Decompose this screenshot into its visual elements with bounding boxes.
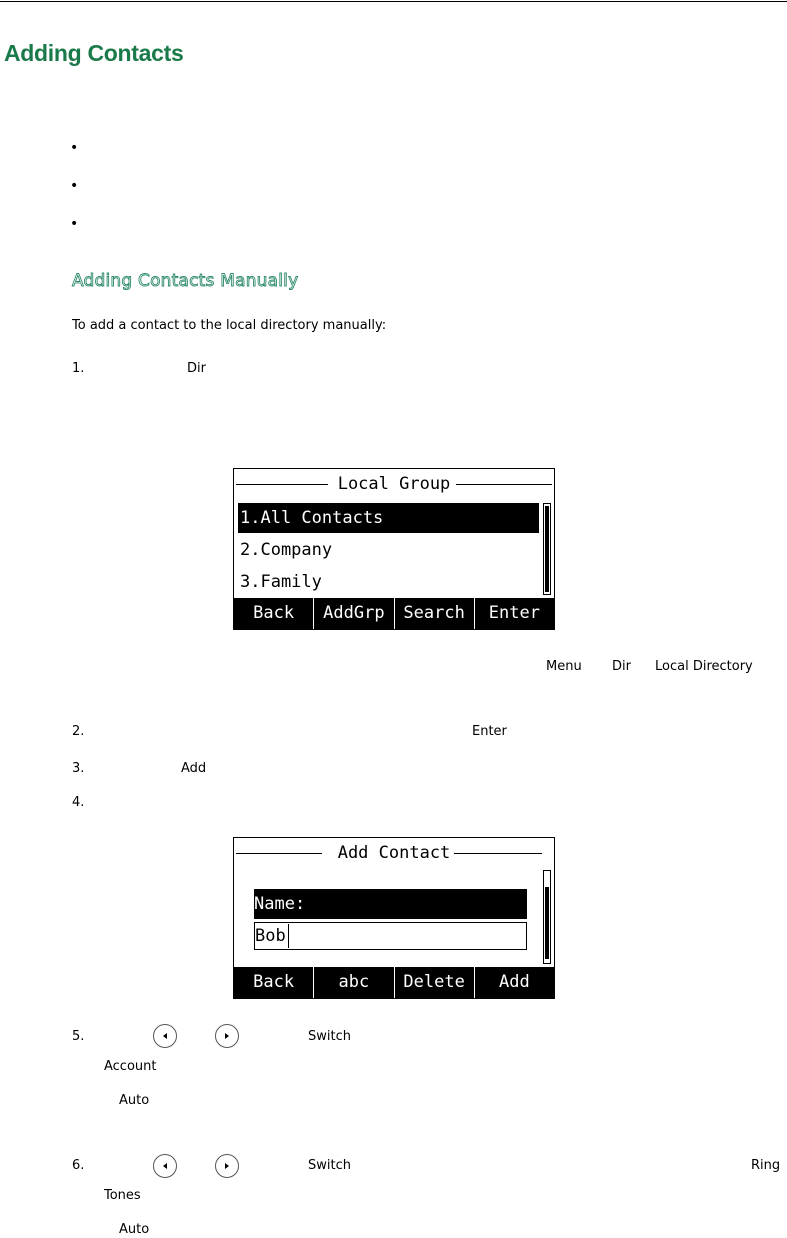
softkey-delete[interactable]: Delete <box>394 967 474 998</box>
right-arrow-key-icon <box>215 1154 239 1178</box>
right-arrow-key-icon <box>215 1024 239 1048</box>
step-6-keyword-tones: Tones <box>104 1188 141 1203</box>
step-4-number: 4. <box>72 795 85 810</box>
menu-item-all-contacts[interactable]: 1.All Contacts <box>238 503 539 533</box>
softkey-back[interactable]: Back <box>253 603 295 623</box>
lcd-title-bar <box>234 841 554 865</box>
left-arrow-key-icon <box>153 1024 177 1048</box>
step-5-keyword-switch: Switch <box>308 1029 351 1044</box>
step-6-keyword-switch: Switch <box>308 1158 351 1173</box>
step-1-keyword: Dir <box>187 361 206 376</box>
menu-item-family[interactable]: 3.Family <box>240 572 322 592</box>
step-1-number: 1. <box>72 361 85 376</box>
lcd-screen-add-contact <box>233 837 555 999</box>
caption-dir: Dir <box>612 659 631 674</box>
name-input[interactable] <box>254 922 527 950</box>
scrollbar[interactable] <box>543 503 551 595</box>
step-5-keyword-account: Account <box>104 1059 157 1074</box>
step-6-keyword-auto: Auto <box>119 1222 150 1237</box>
bullet-3: • <box>70 216 79 232</box>
softkey-addgrp[interactable]: AddGrp <box>313 598 393 629</box>
section-heading: Adding Contacts Manually <box>72 271 299 291</box>
step-5-number: 5. <box>72 1029 85 1044</box>
softkey-abc[interactable]: abc <box>313 967 393 998</box>
softkey-bar <box>234 598 554 629</box>
top-rule <box>0 1 787 2</box>
intro-text: To add a contact to the local directory manually: <box>72 318 387 333</box>
bullet-2: • <box>70 178 79 194</box>
name-field-label: Name: <box>254 889 527 919</box>
softkey-search[interactable]: Search <box>394 598 474 629</box>
step-6-keyword-ring: Ring <box>751 1158 781 1173</box>
step-2-keyword: Enter <box>472 724 507 739</box>
lcd-title: Add Contact <box>337 843 451 863</box>
lcd-screen-local-group <box>233 468 555 630</box>
scrollbar[interactable] <box>543 870 551 964</box>
step-3-keyword: Add <box>181 761 207 776</box>
left-arrow-key-icon <box>153 1154 177 1178</box>
caption-menu: Menu <box>546 659 582 674</box>
step-3-number: 3. <box>72 761 85 776</box>
softkey-bar <box>234 967 554 998</box>
name-input-value: Bob <box>255 926 286 946</box>
page-heading: Adding Contacts <box>4 40 184 66</box>
lcd-title-bar <box>234 472 554 496</box>
softkey-add[interactable]: Add <box>474 967 554 998</box>
softkey-back[interactable]: Back <box>253 972 295 992</box>
softkey-enter[interactable]: Enter <box>474 598 554 629</box>
step-2-number: 2. <box>72 724 85 739</box>
step-5-keyword-auto: Auto <box>119 1093 150 1108</box>
caption-local-directory: Local Directory <box>655 659 753 674</box>
text-cursor <box>288 924 289 948</box>
menu-item-company[interactable]: 2.Company <box>240 540 333 560</box>
lcd-title: Local Group <box>337 474 451 494</box>
step-6-number: 6. <box>72 1158 85 1173</box>
bullet-1: • <box>70 140 79 156</box>
